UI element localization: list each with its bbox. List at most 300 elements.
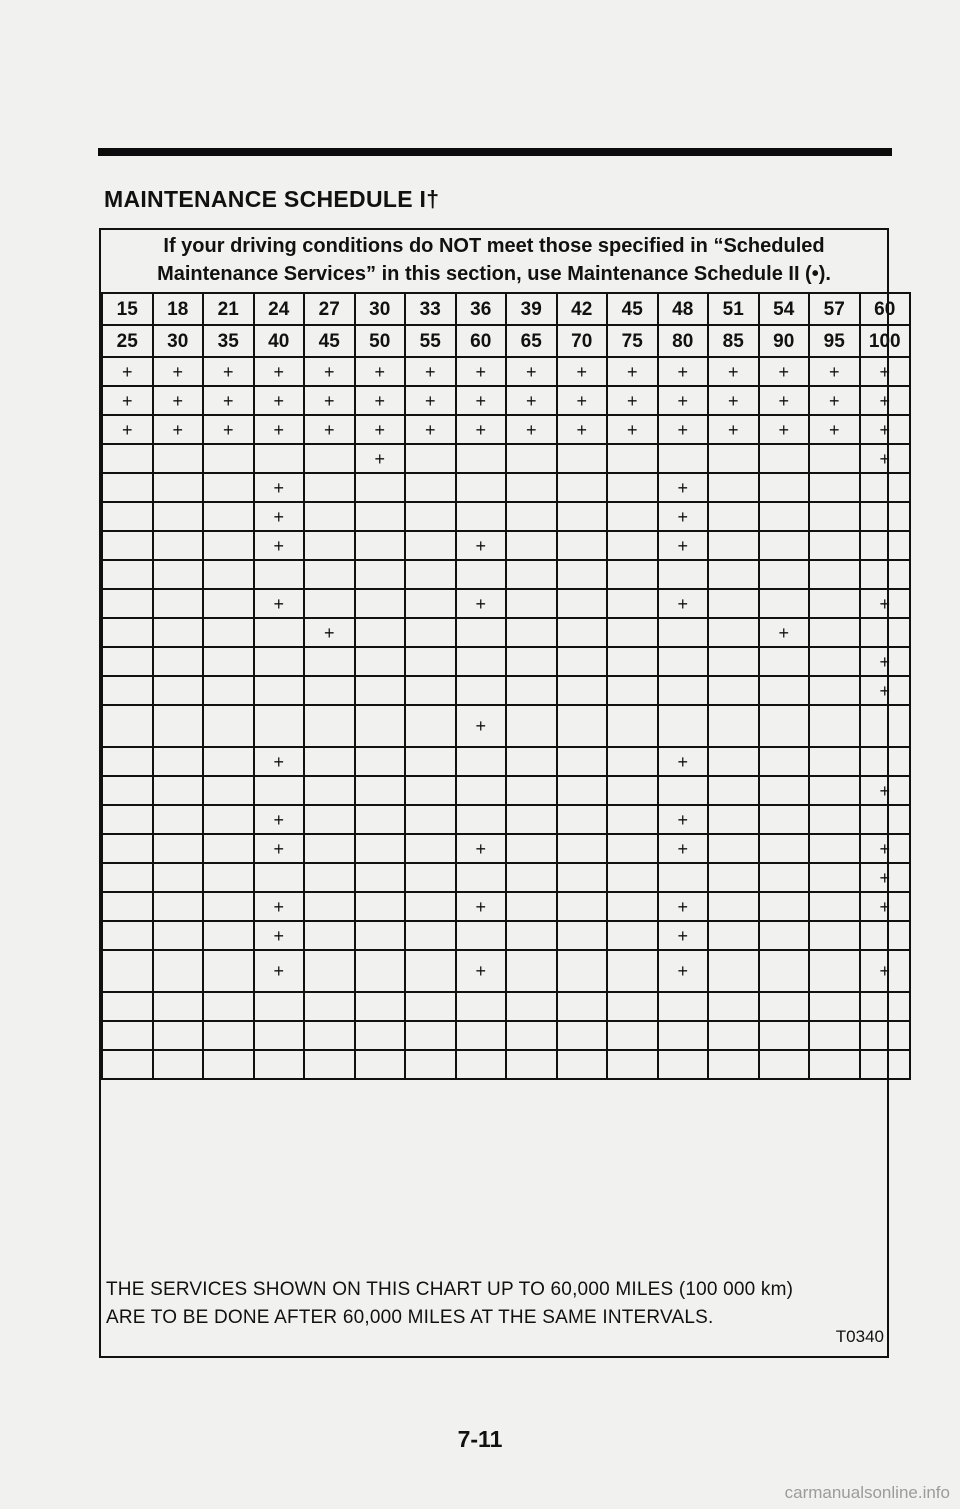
service-cell — [203, 676, 254, 705]
service-cell — [809, 676, 860, 705]
service-cell — [355, 705, 406, 747]
header-cell: 51 — [708, 293, 759, 325]
service-cell — [708, 560, 759, 589]
service-cell — [557, 502, 608, 531]
service-cell — [203, 1021, 254, 1050]
service-cell — [254, 647, 305, 676]
service-mark: + — [405, 386, 456, 415]
service-cell — [658, 863, 709, 892]
service-cell — [506, 705, 557, 747]
service-cell — [607, 1021, 658, 1050]
service-cell — [759, 921, 810, 950]
service-row — [102, 618, 910, 647]
service-cell — [557, 618, 608, 647]
service-cell — [304, 473, 355, 502]
service-row — [102, 502, 910, 531]
service-cell — [456, 676, 507, 705]
service-mark: + — [304, 386, 355, 415]
service-cell — [759, 647, 810, 676]
service-cell — [355, 560, 406, 589]
service-cell — [809, 1050, 860, 1079]
service-cell — [405, 444, 456, 473]
service-cell — [708, 1050, 759, 1079]
service-cell — [254, 863, 305, 892]
service-cell — [355, 950, 406, 992]
service-mark: + — [456, 357, 507, 386]
service-cell — [153, 589, 204, 618]
service-cell — [304, 705, 355, 747]
service-cell — [809, 1021, 860, 1050]
service-cell — [355, 502, 406, 531]
service-cell — [557, 776, 608, 805]
service-mark: + — [708, 386, 759, 415]
service-cell — [557, 747, 608, 776]
service-cell — [860, 1021, 911, 1050]
service-cell — [153, 834, 204, 863]
service-cell — [102, 892, 153, 921]
service-mark: + — [254, 805, 305, 834]
service-cell — [860, 805, 911, 834]
service-cell — [557, 589, 608, 618]
service-cell — [759, 747, 810, 776]
service-cell — [456, 618, 507, 647]
service-row — [102, 805, 910, 834]
service-cell — [405, 992, 456, 1021]
header-cell: 25 — [102, 325, 153, 357]
service-cell — [102, 1021, 153, 1050]
service-mark: + — [658, 473, 709, 502]
service-row — [102, 705, 910, 747]
service-mark: + — [254, 747, 305, 776]
service-cell — [203, 705, 254, 747]
service-cell — [304, 531, 355, 560]
service-mark: + — [658, 921, 709, 950]
header-cell: 75 — [607, 325, 658, 357]
service-cell — [506, 589, 557, 618]
service-cell — [405, 834, 456, 863]
service-cell — [405, 776, 456, 805]
service-cell — [355, 834, 406, 863]
service-cell — [405, 1050, 456, 1079]
service-cell — [557, 921, 608, 950]
service-cell — [809, 992, 860, 1021]
service-mark: + — [860, 357, 911, 386]
service-cell — [355, 805, 406, 834]
service-cell — [355, 531, 406, 560]
service-mark: + — [607, 357, 658, 386]
service-cell — [607, 805, 658, 834]
header-cell: 39 — [506, 293, 557, 325]
service-cell — [102, 560, 153, 589]
service-cell — [355, 776, 406, 805]
header-cell: 70 — [557, 325, 608, 357]
service-mark: + — [557, 357, 608, 386]
service-cell — [102, 805, 153, 834]
service-mark: + — [456, 705, 507, 747]
service-cell — [809, 805, 860, 834]
service-mark: + — [456, 531, 507, 560]
service-mark: + — [355, 386, 406, 415]
header-cell: 60 — [860, 293, 911, 325]
service-cell — [456, 444, 507, 473]
service-cell — [456, 647, 507, 676]
service-cell — [860, 921, 911, 950]
service-cell — [759, 805, 810, 834]
service-mark: + — [254, 834, 305, 863]
service-row — [102, 647, 910, 676]
schedule-table — [101, 292, 911, 1080]
service-row — [102, 560, 910, 589]
service-mark: + — [304, 415, 355, 444]
service-cell — [708, 676, 759, 705]
service-cell — [153, 705, 204, 747]
service-mark: + — [759, 357, 810, 386]
service-cell — [203, 892, 254, 921]
service-cell — [203, 589, 254, 618]
service-cell — [759, 676, 810, 705]
header-cell: 42 — [557, 293, 608, 325]
service-cell — [102, 676, 153, 705]
service-cell — [708, 618, 759, 647]
service-mark: + — [860, 647, 911, 676]
service-cell — [658, 647, 709, 676]
service-cell — [860, 560, 911, 589]
header-cell: 55 — [405, 325, 456, 357]
service-mark: + — [456, 950, 507, 992]
service-cell — [102, 834, 153, 863]
service-cell — [658, 1021, 709, 1050]
service-cell — [203, 747, 254, 776]
service-cell — [809, 560, 860, 589]
service-cell — [860, 618, 911, 647]
intro-text — [101, 232, 887, 288]
service-cell — [557, 444, 608, 473]
service-mark: + — [304, 357, 355, 386]
service-cell — [153, 531, 204, 560]
service-cell — [809, 863, 860, 892]
service-cell — [607, 618, 658, 647]
service-mark: + — [860, 863, 911, 892]
service-cell — [304, 589, 355, 618]
service-cell — [708, 892, 759, 921]
service-cell — [456, 747, 507, 776]
service-row — [102, 892, 910, 921]
service-mark: + — [405, 357, 456, 386]
service-cell — [355, 1050, 406, 1079]
page-title: MAINTENANCE SCHEDULE I† — [104, 186, 440, 212]
service-cell — [254, 560, 305, 589]
service-mark: + — [759, 415, 810, 444]
service-cell — [759, 531, 810, 560]
service-cell — [708, 921, 759, 950]
service-mark: + — [860, 892, 911, 921]
service-cell — [456, 502, 507, 531]
service-row — [102, 921, 910, 950]
service-cell — [860, 531, 911, 560]
service-cell — [506, 647, 557, 676]
service-row — [102, 776, 910, 805]
service-cell — [153, 618, 204, 647]
service-mark: + — [254, 531, 305, 560]
service-cell — [304, 776, 355, 805]
service-cell — [405, 747, 456, 776]
service-cell — [557, 531, 608, 560]
service-cell — [153, 444, 204, 473]
service-cell — [254, 1021, 305, 1050]
service-cell — [809, 747, 860, 776]
service-cell — [355, 589, 406, 618]
header-cell: 15 — [102, 293, 153, 325]
service-cell — [405, 805, 456, 834]
service-mark: + — [153, 415, 204, 444]
service-cell — [102, 776, 153, 805]
service-mark: + — [809, 357, 860, 386]
service-mark: + — [658, 747, 709, 776]
service-cell — [708, 834, 759, 863]
service-mark: + — [456, 415, 507, 444]
service-cell — [708, 444, 759, 473]
service-row — [102, 473, 910, 502]
service-cell — [203, 992, 254, 1021]
header-cell: 48 — [658, 293, 709, 325]
service-cell — [355, 747, 406, 776]
service-cell — [759, 473, 810, 502]
service-cell — [860, 992, 911, 1021]
service-cell — [203, 473, 254, 502]
service-cell — [809, 647, 860, 676]
service-row — [102, 747, 910, 776]
service-mark: + — [809, 415, 860, 444]
header-cell: 57 — [809, 293, 860, 325]
service-cell — [405, 676, 456, 705]
service-row — [102, 834, 910, 863]
service-cell — [102, 747, 153, 776]
service-cell — [506, 1050, 557, 1079]
service-cell — [102, 473, 153, 502]
service-cell — [759, 560, 810, 589]
service-cell — [203, 776, 254, 805]
service-mark: + — [658, 892, 709, 921]
service-cell — [153, 863, 204, 892]
service-mark: + — [860, 415, 911, 444]
service-cell — [607, 776, 658, 805]
service-row — [102, 950, 910, 992]
service-mark: + — [860, 950, 911, 992]
service-mark: + — [254, 950, 305, 992]
service-cell — [304, 805, 355, 834]
service-row — [102, 357, 910, 386]
service-mark: + — [708, 357, 759, 386]
service-cell — [658, 444, 709, 473]
service-cell — [809, 776, 860, 805]
service-cell — [304, 1050, 355, 1079]
service-cell — [304, 950, 355, 992]
service-cell — [809, 950, 860, 992]
service-cell — [506, 834, 557, 863]
header-cell: 85 — [708, 325, 759, 357]
service-cell — [506, 473, 557, 502]
service-cell — [708, 863, 759, 892]
service-mark: + — [658, 834, 709, 863]
service-mark: + — [809, 386, 860, 415]
service-cell — [708, 1021, 759, 1050]
service-cell — [102, 444, 153, 473]
service-row — [102, 386, 910, 415]
service-cell — [708, 805, 759, 834]
service-cell — [759, 863, 810, 892]
service-cell — [102, 589, 153, 618]
service-cell — [506, 502, 557, 531]
service-cell — [607, 921, 658, 950]
service-mark: + — [658, 502, 709, 531]
service-mark: + — [860, 444, 911, 473]
service-mark: + — [456, 892, 507, 921]
service-cell — [506, 805, 557, 834]
service-cell — [153, 1050, 204, 1079]
service-cell — [658, 676, 709, 705]
service-cell — [759, 776, 810, 805]
service-cell — [355, 992, 406, 1021]
service-cell — [809, 444, 860, 473]
service-cell — [809, 834, 860, 863]
service-cell — [203, 950, 254, 992]
header-row-km — [102, 325, 910, 357]
service-cell — [456, 863, 507, 892]
service-cell — [809, 531, 860, 560]
service-cell — [304, 1021, 355, 1050]
service-cell — [405, 531, 456, 560]
header-cell: 65 — [506, 325, 557, 357]
service-cell — [607, 444, 658, 473]
service-cell — [658, 992, 709, 1021]
service-mark: + — [355, 357, 406, 386]
service-cell — [658, 776, 709, 805]
service-cell — [607, 676, 658, 705]
service-cell — [355, 863, 406, 892]
header-cell: 33 — [405, 293, 456, 325]
service-cell — [102, 531, 153, 560]
service-cell — [506, 950, 557, 992]
service-cell — [355, 892, 406, 921]
service-cell — [557, 473, 608, 502]
service-cell — [557, 863, 608, 892]
service-cell — [203, 502, 254, 531]
service-cell — [405, 921, 456, 950]
figure-code: T0340 — [835, 1327, 884, 1346]
service-mark: + — [254, 921, 305, 950]
service-cell — [759, 589, 810, 618]
service-cell — [607, 589, 658, 618]
service-cell — [153, 1021, 204, 1050]
service-cell — [809, 892, 860, 921]
service-cell — [708, 502, 759, 531]
service-cell — [809, 589, 860, 618]
header-cell: 36 — [456, 293, 507, 325]
service-cell — [254, 776, 305, 805]
service-mark: + — [759, 618, 810, 647]
service-cell — [708, 473, 759, 502]
service-mark: + — [203, 415, 254, 444]
service-cell — [355, 676, 406, 705]
service-row — [102, 1021, 910, 1050]
service-mark: + — [456, 834, 507, 863]
service-cell — [557, 834, 608, 863]
service-cell — [506, 560, 557, 589]
service-cell — [809, 502, 860, 531]
service-row — [102, 415, 910, 444]
service-cell — [658, 705, 709, 747]
header-cell: 40 — [254, 325, 305, 357]
service-cell — [506, 863, 557, 892]
service-cell — [405, 560, 456, 589]
service-cell — [708, 589, 759, 618]
service-mark: + — [860, 676, 911, 705]
header-cell: 54 — [759, 293, 810, 325]
service-cell — [102, 950, 153, 992]
service-cell — [203, 805, 254, 834]
header-cell: 45 — [304, 325, 355, 357]
service-cell — [203, 834, 254, 863]
service-cell — [557, 992, 608, 1021]
service-mark: + — [607, 386, 658, 415]
service-cell — [456, 992, 507, 1021]
service-cell — [355, 921, 406, 950]
service-mark: + — [658, 357, 709, 386]
service-cell — [506, 992, 557, 1021]
service-cell — [708, 647, 759, 676]
service-cell — [607, 647, 658, 676]
header-cell: 30 — [153, 325, 204, 357]
service-cell — [304, 502, 355, 531]
service-cell — [254, 676, 305, 705]
service-cell — [607, 834, 658, 863]
service-cell — [304, 647, 355, 676]
header-cell: 100 — [860, 325, 911, 357]
service-cell — [557, 647, 608, 676]
service-cell — [708, 705, 759, 747]
service-cell — [506, 444, 557, 473]
service-cell — [254, 618, 305, 647]
service-cell — [759, 1021, 810, 1050]
service-mark: + — [102, 357, 153, 386]
service-cell — [304, 992, 355, 1021]
service-cell — [557, 805, 608, 834]
service-cell — [607, 502, 658, 531]
service-cell — [153, 805, 204, 834]
service-cell — [809, 921, 860, 950]
service-cell — [153, 473, 204, 502]
service-mark: + — [456, 386, 507, 415]
service-cell — [153, 992, 204, 1021]
service-row — [102, 863, 910, 892]
service-cell — [304, 892, 355, 921]
service-cell — [456, 1050, 507, 1079]
service-cell — [456, 776, 507, 805]
service-mark: + — [254, 473, 305, 502]
service-mark: + — [254, 892, 305, 921]
service-cell — [203, 531, 254, 560]
service-cell — [304, 676, 355, 705]
service-row — [102, 589, 910, 618]
service-mark: + — [355, 444, 406, 473]
service-mark: + — [658, 805, 709, 834]
service-mark: + — [355, 415, 406, 444]
header-cell: 21 — [203, 293, 254, 325]
service-mark: + — [557, 386, 608, 415]
service-mark: + — [405, 415, 456, 444]
service-mark: + — [557, 415, 608, 444]
service-cell — [153, 502, 204, 531]
